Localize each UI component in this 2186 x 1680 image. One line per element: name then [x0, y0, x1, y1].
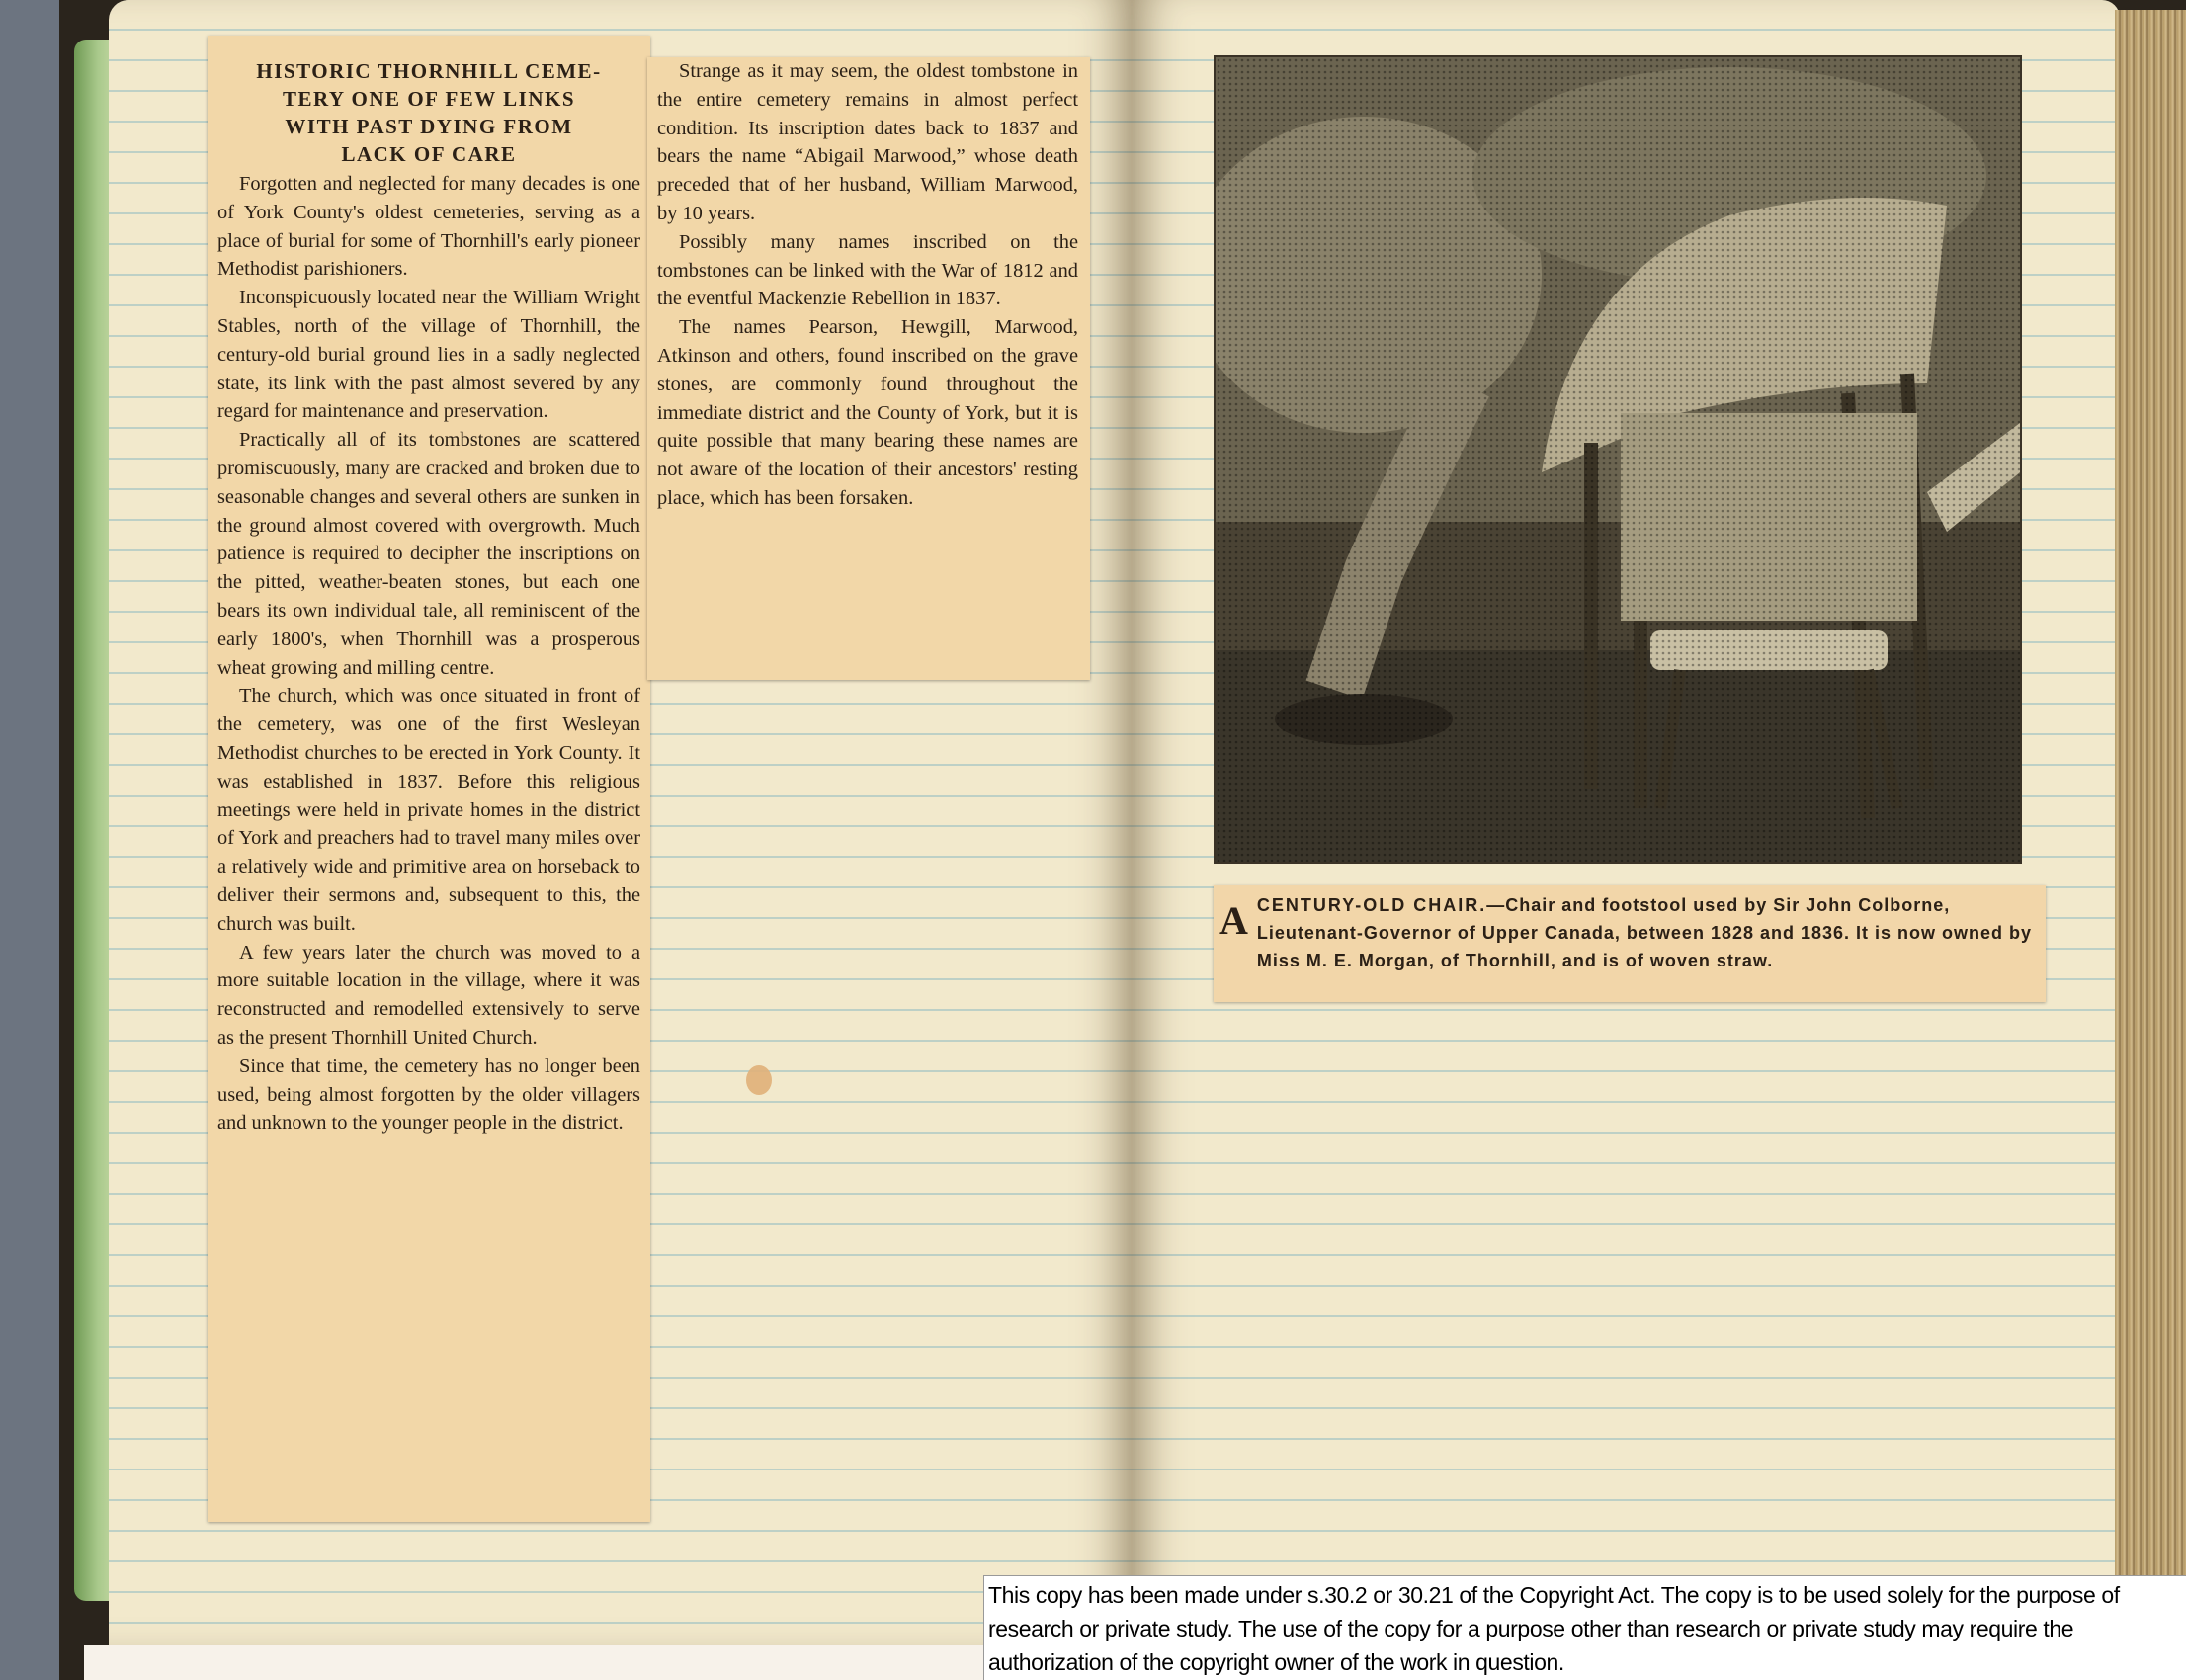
chair-photograph: [1214, 55, 2022, 864]
caption-lead: CENTURY-OLD CHAIR.: [1256, 895, 1487, 915]
article-paragraph: Forgotten and neglected for many decades is one of York County's oldest cemeteries, serving as a place of burial for some of Thornhill's early pioneer Methodist parishioners.: [217, 173, 640, 281]
scan-bottom-edge: [84, 1645, 983, 1680]
halftone-photo-image: [1216, 57, 2020, 862]
caption-text: —Chair and footstool used by Sir John Colborne, Lieutenant-Governor of Upper Canada, between 1828 and 1836. It is now owned by Miss M. E. Morgan, of Thornhill, and is of woven straw.: [1256, 895, 2033, 970]
copyright-notice: This copy has been made under s.30.2 or 30.21 of the Copyright Act. The copy is to be used solely for the purpose of research or private study. The use of the copy for a purpose other than research or private study may require the authorization of the copyright owner of the work in question.: [983, 1575, 2186, 1680]
article-paragraph: Since that time, the cemetery has no longer been used, being almost forgotten by the older villagers and unknown to the younger people in the district.: [217, 1054, 640, 1134]
photo-caption: [1214, 885, 2046, 1002]
article-paragraph: Practically all of its tombstones are scattered promiscuously, many are cracked and broken due to seasonable changes and several others are sunken in the ground almost covered with overgrowth. Much patience is required to decipher the inscriptions on the pitted, weather-beaten stones, but each one bears its own individual tale, all reminiscent of the early 1800's, when Thornhill was a prosperous wheat growing and milling centre.: [217, 429, 640, 679]
article-paragraph: A few years later the church was moved to a more suitable location in the village, where it was reconstructed and remodelled extensively to serve as the present Thornhill United Church.: [217, 941, 640, 1049]
page-fore-edge: [2115, 10, 2186, 1640]
newspaper-clipping-article: [208, 36, 650, 1522]
article-paragraph: Possibly many names inscribed on the tombstones can be linked with the War of 1812 and the eventful Mackenzie Rebellion in 1837.: [657, 230, 1078, 310]
article-paragraph: Strange as it may seem, the oldest tombstone in the entire cemetery remains in almost perfect condition. Its inscription dates back to 1837 and bears the name “Abigail Marwood,” whose death preceded that of her husband, William Marwood, by 10 years.: [657, 60, 1078, 224]
article-body: [217, 170, 640, 1137]
paper-stain: [746, 1065, 772, 1095]
article-paragraph: The church, which was once situated in front of the cemetery, was one of the first Wesleyan Methodist churches to be erected in York County. It was established in 1837. Before this religious meetings were held in private homes in the district of York and preachers had to travel many miles over a relatively wide and primitive area on horseback to deliver their sermons and, subsequent to this, the church was built.: [217, 685, 640, 935]
article-paragraph: Inconspicuously located near the William Wright Stables, north of the village of Thornhill, the century-old burial ground lies in a sadly neglected state, its link with the past almost severed by any regard for maintenance and preservation.: [217, 287, 640, 423]
article-headline: HISTORIC THORNHILL CEME- TERY ONE OF FEW LINKS WITH PAST DYING FROM LACK OF CARE: [256, 59, 602, 166]
continuation-body: [657, 57, 1078, 513]
caption-drop-cap: A: [1219, 898, 1249, 943]
newspaper-clipping-continuation: [647, 57, 1090, 680]
article-paragraph: The names Pearson, Hewgill, Marwood, Atkinson and others, found inscribed on the grave stones, are commonly found throughout the immediate district and the County of York, but it is quite possible that many bearing these names are not aware of the location of their ancestors' resting place, which has been forsaken.: [657, 316, 1078, 509]
